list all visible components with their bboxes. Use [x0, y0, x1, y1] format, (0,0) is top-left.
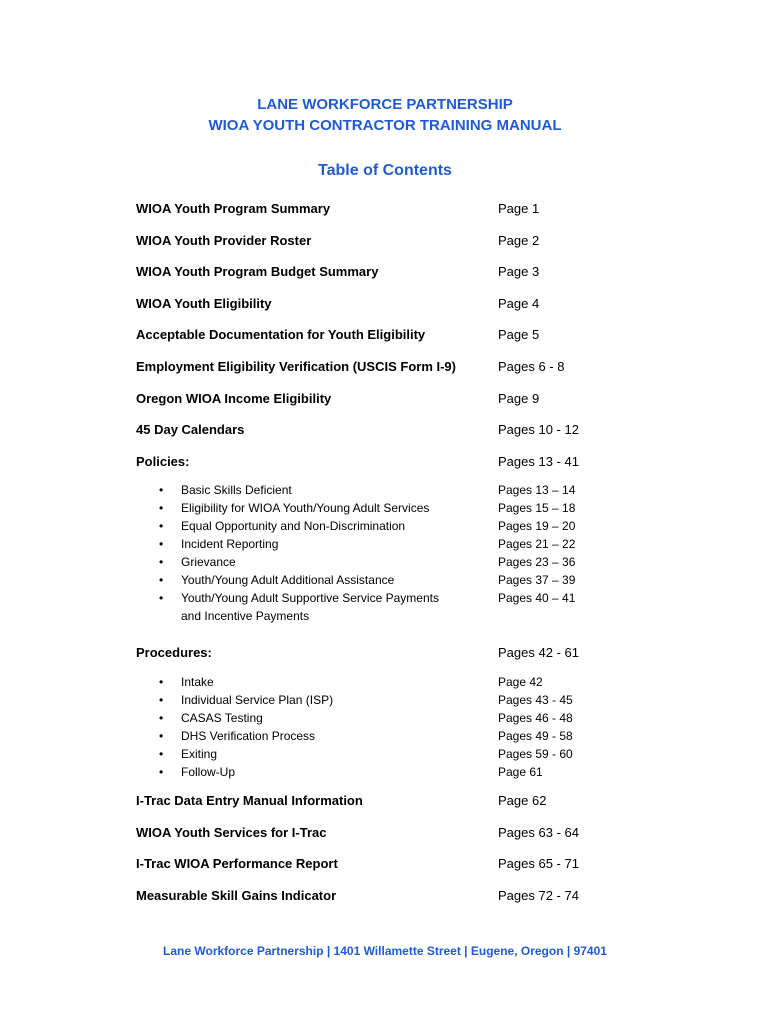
procedures-heading: Procedures:: [136, 645, 212, 660]
bullet-icon: •: [159, 483, 164, 497]
procedure-item-page: Pages 46 - 48: [498, 711, 573, 725]
procedure-item-page: Page 42: [498, 675, 543, 689]
bullet-icon: •: [159, 693, 164, 707]
procedure-item: • DHS Verification Process: [159, 729, 316, 743]
procedures-page-range: Pages 42 - 61: [498, 645, 579, 660]
policy-item-page: Pages 19 – 20: [498, 519, 576, 533]
toc-entry-label: I-Trac Data Entry Manual Information: [136, 793, 363, 808]
bullet-icon: •: [159, 501, 164, 515]
procedure-item: • CASAS Testing: [159, 711, 263, 725]
bullet-icon: •: [159, 675, 164, 689]
toc-entry-label: WIOA Youth Provider Roster: [136, 233, 312, 248]
page-footer: Lane Workforce Partnership | 1401 Willamette Street | Eugene, Oregon | 97401: [163, 944, 607, 958]
procedure-item-page: Pages 43 - 45: [498, 693, 573, 707]
toc-heading: Table of Contents: [318, 162, 452, 179]
toc-entry-page: Pages 65 - 71: [498, 856, 579, 871]
procedure-item-page: Page 61: [498, 765, 543, 779]
toc-entry-label: WIOA Youth Services for I-Trac: [136, 825, 327, 840]
policy-item: • Grievance: [159, 555, 236, 569]
toc-entry-label: WIOA Youth Eligibility: [136, 296, 272, 311]
toc-entry-page: Pages 6 - 8: [498, 359, 565, 374]
policy-item: • Youth/Young Adult Additional Assistance: [159, 573, 395, 587]
toc-entry-label: 45 Day Calendars: [136, 422, 245, 437]
toc-entry-label: Employment Eligibility Verification (USCIS Form I-9): [136, 359, 456, 374]
procedure-item-page: Pages 49 - 58: [498, 729, 573, 743]
toc-entry-page: Page 1: [498, 201, 540, 216]
policy-item-page: Pages 15 – 18: [498, 501, 576, 515]
toc-entry-page: Pages 72 - 74: [498, 888, 579, 903]
bullet-icon: •: [159, 591, 164, 605]
toc-entry-page: Page 5: [498, 327, 540, 342]
policy-item-page: Pages 21 – 22: [498, 537, 576, 551]
bullet-icon: •: [159, 555, 164, 569]
policy-item: • Equal Opportunity and Non-Discrimination: [159, 519, 406, 533]
toc-entry-label: I-Trac WIOA Performance Report: [136, 856, 338, 871]
toc-entry-page: Page 2: [498, 233, 540, 248]
policy-item-page: Pages 37 – 39: [498, 573, 576, 587]
policy-item: • Youth/Young Adult Supportive Service Payments: [159, 591, 439, 605]
policy-item: • Incident Reporting: [159, 537, 279, 551]
toc-entry-page: Pages 63 - 64: [498, 825, 579, 840]
toc-entry-label: Oregon WIOA Income Eligibility: [136, 391, 332, 406]
toc-entry-label: WIOA Youth Program Budget Summary: [136, 264, 379, 279]
bullet-icon: •: [159, 519, 164, 533]
bullet-icon: •: [159, 747, 164, 761]
toc-entry-page: Page 3: [498, 264, 540, 279]
procedure-item: • Intake: [159, 675, 214, 689]
bullet-icon: •: [159, 711, 164, 725]
toc-entry-page: Page 4: [498, 296, 540, 311]
policy-item: • Basic Skills Deficient: [159, 483, 292, 497]
policies-page-range: Pages 13 - 41: [498, 454, 579, 469]
policy-item-continuation: and Incentive Payments: [181, 609, 310, 623]
procedure-item: • Individual Service Plan (ISP): [159, 693, 334, 707]
bullet-icon: •: [159, 765, 164, 779]
toc-entry-label: WIOA Youth Program Summary: [136, 201, 331, 216]
toc-entry-page: Page 62: [498, 793, 547, 808]
policies-heading: Policies:: [136, 454, 190, 469]
policy-item-page: Pages 13 – 14: [498, 483, 576, 497]
bullet-icon: •: [159, 537, 164, 551]
procedure-item: • Exiting: [159, 747, 218, 761]
procedure-item-page: Pages 59 - 60: [498, 747, 573, 761]
bullet-icon: •: [159, 729, 164, 743]
org-title: LANE WORKFORCE PARTNERSHIP: [257, 96, 513, 113]
toc-entry-label: Acceptable Documentation for Youth Eligibility: [136, 327, 426, 342]
toc-entry-page: Pages 10 - 12: [498, 422, 579, 437]
manual-title: WIOA YOUTH CONTRACTOR TRAINING MANUAL: [208, 117, 562, 134]
toc-entry-page: Page 9: [498, 391, 540, 406]
toc-entry-label: Measurable Skill Gains Indicator: [136, 888, 337, 903]
policy-item-page: Pages 23 – 36: [498, 555, 576, 569]
bullet-icon: •: [159, 573, 164, 587]
policy-item: • Eligibility for WIOA Youth/Young Adult Services: [159, 501, 430, 515]
policy-item-page: Pages 40 – 41: [498, 591, 576, 605]
procedure-item: • Follow-Up: [159, 765, 236, 779]
